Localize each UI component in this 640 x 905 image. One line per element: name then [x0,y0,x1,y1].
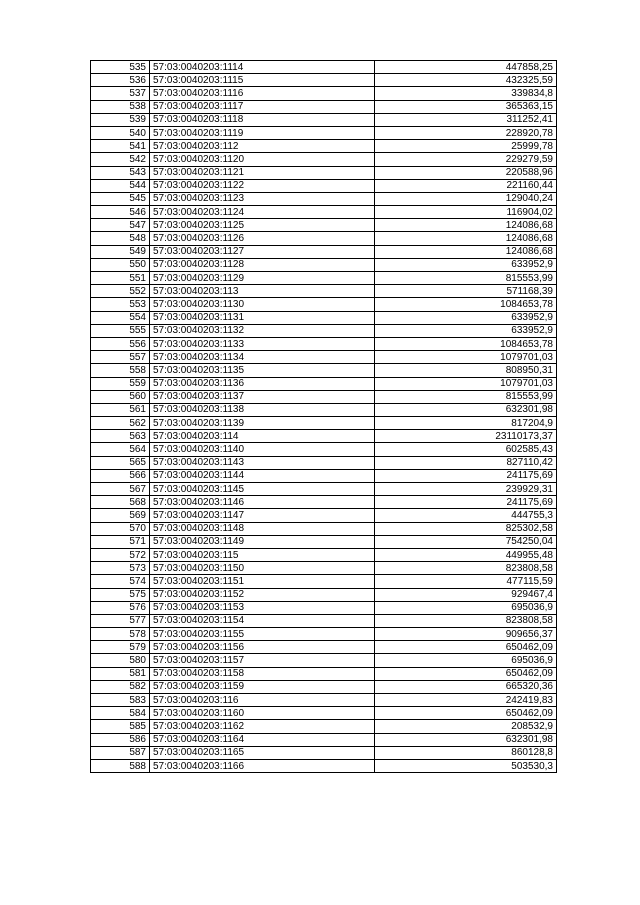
table-row [91,390,557,403]
row-number-cell: 572 [91,548,150,561]
table-row [91,535,557,548]
table-row [91,720,557,733]
cadastral-number-cell: 57:03:0040203:1134 [150,351,375,364]
cadastral-number-cell: 57:03:0040203:1131 [150,311,375,324]
table-row [91,694,557,707]
value-cell: 650462,09 [375,667,557,680]
value-cell: 228920,78 [375,126,557,139]
cadastral-number-cell: 57:03:0040203:113 [150,285,375,298]
cadastral-number-cell: 57:03:0040203:1140 [150,443,375,456]
row-number-cell: 568 [91,496,150,509]
table-row [91,417,557,430]
row-number-cell: 555 [91,324,150,337]
value-cell: 365363,15 [375,100,557,113]
value-cell: 432325,59 [375,74,557,87]
cadastral-number-cell: 57:03:0040203:1126 [150,232,375,245]
row-number-cell: 579 [91,641,150,654]
cadastral-number-cell: 57:03:0040203:1138 [150,403,375,416]
table-row [91,522,557,535]
row-number-cell: 569 [91,509,150,522]
table-row [91,377,557,390]
row-number-cell: 551 [91,272,150,285]
table-row [91,628,557,641]
table-row [91,206,557,219]
value-cell: 116904,02 [375,206,557,219]
cadastral-number-cell: 57:03:0040203:1117 [150,100,375,113]
table-row [91,324,557,337]
row-number-cell: 586 [91,733,150,746]
value-cell: 241175,69 [375,469,557,482]
cadastral-number-cell: 57:03:0040203:1116 [150,87,375,100]
cadastral-number-cell: 57:03:0040203:1128 [150,258,375,271]
value-cell: 124086,68 [375,232,557,245]
cadastral-number-cell: 57:03:0040203:1135 [150,364,375,377]
row-number-cell: 578 [91,628,150,641]
cadastral-number-cell: 57:03:0040203:1133 [150,337,375,350]
value-cell: 633952,9 [375,311,557,324]
table-body [91,61,557,773]
row-number-cell: 573 [91,562,150,575]
value-cell: 124086,68 [375,245,557,258]
row-number-cell: 535 [91,61,150,74]
table-row [91,153,557,166]
value-cell: 695036,9 [375,601,557,614]
row-number-cell: 584 [91,707,150,720]
cadastral-number-cell: 57:03:0040203:1150 [150,562,375,575]
value-cell: 25999,78 [375,140,557,153]
value-cell: 827110,42 [375,456,557,469]
value-cell: 1084653,78 [375,298,557,311]
table-row [91,100,557,113]
value-cell: 633952,9 [375,324,557,337]
cadastral-number-cell: 57:03:0040203:1129 [150,272,375,285]
cadastral-number-cell: 57:03:0040203:1139 [150,417,375,430]
table-row [91,654,557,667]
table-row [91,614,557,627]
table-row [91,588,557,601]
row-number-cell: 571 [91,535,150,548]
row-number-cell: 581 [91,667,150,680]
value-cell: 23110173,37 [375,430,557,443]
row-number-cell: 542 [91,153,150,166]
cadastral-number-cell: 57:03:0040203:1115 [150,74,375,87]
value-cell: 632301,98 [375,403,557,416]
value-cell: 444755,3 [375,509,557,522]
row-number-cell: 543 [91,166,150,179]
row-number-cell: 549 [91,245,150,258]
table-row [91,311,557,324]
cadastral-number-cell: 57:03:0040203:1118 [150,113,375,126]
cadastral-number-cell: 57:03:0040203:1158 [150,667,375,680]
table-row [91,351,557,364]
row-number-cell: 536 [91,74,150,87]
value-cell: 650462,09 [375,641,557,654]
table-row [91,364,557,377]
cadastral-number-cell: 57:03:0040203:1114 [150,61,375,74]
row-number-cell: 540 [91,126,150,139]
table-row [91,61,557,74]
value-cell: 129040,24 [375,192,557,205]
table-row [91,298,557,311]
table-row [91,746,557,759]
row-number-cell: 566 [91,469,150,482]
cadastral-number-cell: 57:03:0040203:1125 [150,219,375,232]
row-number-cell: 585 [91,720,150,733]
row-number-cell: 587 [91,746,150,759]
value-cell: 909656,37 [375,628,557,641]
row-number-cell: 539 [91,113,150,126]
value-cell: 929467,4 [375,588,557,601]
row-number-cell: 544 [91,179,150,192]
cadastral-number-cell: 57:03:0040203:1159 [150,680,375,693]
value-cell: 242419,83 [375,694,557,707]
table-row [91,562,557,575]
cadastral-number-cell: 57:03:0040203:1121 [150,166,375,179]
cadastral-number-cell: 57:03:0040203:1123 [150,192,375,205]
table-row [91,430,557,443]
cadastral-number-cell: 57:03:0040203:1156 [150,641,375,654]
table-row [91,245,557,258]
row-number-cell: 560 [91,390,150,403]
row-number-cell: 556 [91,337,150,350]
row-number-cell: 582 [91,680,150,693]
cadastral-number-cell: 57:03:0040203:1136 [150,377,375,390]
value-cell: 221160,44 [375,179,557,192]
value-cell: 860128,8 [375,746,557,759]
row-number-cell: 541 [91,140,150,153]
row-number-cell: 548 [91,232,150,245]
row-number-cell: 547 [91,219,150,232]
value-cell: 633952,9 [375,258,557,271]
cadastral-number-cell: 57:03:0040203:114 [150,430,375,443]
value-cell: 823808,58 [375,614,557,627]
cadastral-number-cell: 57:03:0040203:1143 [150,456,375,469]
row-number-cell: 553 [91,298,150,311]
table-row [91,759,557,772]
table-row [91,179,557,192]
row-number-cell: 577 [91,614,150,627]
value-cell: 665320,36 [375,680,557,693]
value-cell: 1079701,03 [375,351,557,364]
value-cell: 808950,31 [375,364,557,377]
table-row [91,680,557,693]
table-row [91,140,557,153]
value-cell: 239929,31 [375,483,557,496]
table-row [91,166,557,179]
cadastral-number-cell: 57:03:0040203:1151 [150,575,375,588]
value-cell: 695036,9 [375,654,557,667]
cadastral-number-cell: 57:03:0040203:1137 [150,390,375,403]
row-number-cell: 559 [91,377,150,390]
row-number-cell: 567 [91,483,150,496]
row-number-cell: 565 [91,456,150,469]
value-cell: 241175,69 [375,496,557,509]
value-cell: 650462,09 [375,707,557,720]
table-row [91,192,557,205]
table-row [91,575,557,588]
cadastral-number-cell: 57:03:0040203:112 [150,140,375,153]
value-cell: 124086,68 [375,219,557,232]
cadastral-number-cell: 57:03:0040203:1154 [150,614,375,627]
value-cell: 449955,48 [375,548,557,561]
value-cell: 817204,9 [375,417,557,430]
table-row [91,509,557,522]
value-cell: 632301,98 [375,733,557,746]
row-number-cell: 537 [91,87,150,100]
value-cell: 825302,58 [375,522,557,535]
table-row [91,272,557,285]
cadastral-number-cell: 57:03:0040203:1119 [150,126,375,139]
cadastral-number-cell: 57:03:0040203:1149 [150,535,375,548]
cadastral-number-cell: 57:03:0040203:1152 [150,588,375,601]
cadastral-value-table [90,60,557,773]
row-number-cell: 552 [91,285,150,298]
table-row [91,469,557,482]
table-row [91,443,557,456]
cadastral-number-cell: 57:03:0040203:1127 [150,245,375,258]
cadastral-number-cell: 57:03:0040203:1146 [150,496,375,509]
value-cell: 571168,39 [375,285,557,298]
row-number-cell: 574 [91,575,150,588]
cadastral-number-cell: 57:03:0040203:1166 [150,759,375,772]
row-number-cell: 538 [91,100,150,113]
cadastral-number-cell: 57:03:0040203:1122 [150,179,375,192]
row-number-cell: 564 [91,443,150,456]
cadastral-number-cell: 57:03:0040203:1153 [150,601,375,614]
row-number-cell: 545 [91,192,150,205]
row-number-cell: 558 [91,364,150,377]
cadastral-number-cell: 57:03:0040203:115 [150,548,375,561]
table-row [91,337,557,350]
value-cell: 503530,3 [375,759,557,772]
value-cell: 754250,04 [375,535,557,548]
value-cell: 477115,59 [375,575,557,588]
cadastral-number-cell: 57:03:0040203:1160 [150,707,375,720]
table-row [91,113,557,126]
table-row [91,87,557,100]
cadastral-number-cell: 57:03:0040203:1155 [150,628,375,641]
cadastral-number-cell: 57:03:0040203:116 [150,694,375,707]
table-row [91,496,557,509]
value-cell: 602585,43 [375,443,557,456]
table-row [91,232,557,245]
cadastral-number-cell: 57:03:0040203:1147 [150,509,375,522]
value-cell: 815553,99 [375,272,557,285]
row-number-cell: 557 [91,351,150,364]
value-cell: 1079701,03 [375,377,557,390]
row-number-cell: 550 [91,258,150,271]
table-row [91,126,557,139]
row-number-cell: 546 [91,206,150,219]
cadastral-number-cell: 57:03:0040203:1120 [150,153,375,166]
row-number-cell: 580 [91,654,150,667]
table-row [91,285,557,298]
cadastral-number-cell: 57:03:0040203:1162 [150,720,375,733]
table-row [91,456,557,469]
row-number-cell: 562 [91,417,150,430]
row-number-cell: 576 [91,601,150,614]
value-cell: 815553,99 [375,390,557,403]
cadastral-number-cell: 57:03:0040203:1130 [150,298,375,311]
table-row [91,74,557,87]
cadastral-number-cell: 57:03:0040203:1144 [150,469,375,482]
table-row [91,601,557,614]
row-number-cell: 583 [91,694,150,707]
value-cell: 823808,58 [375,562,557,575]
cadastral-number-cell: 57:03:0040203:1145 [150,483,375,496]
row-number-cell: 570 [91,522,150,535]
cadastral-number-cell: 57:03:0040203:1164 [150,733,375,746]
value-cell: 339834,8 [375,87,557,100]
row-number-cell: 575 [91,588,150,601]
value-cell: 1084653,78 [375,337,557,350]
table-row [91,483,557,496]
table-row [91,733,557,746]
value-cell: 220588,96 [375,166,557,179]
table-row [91,548,557,561]
table-row [91,403,557,416]
value-cell: 208532,9 [375,720,557,733]
table-row [91,707,557,720]
table-row [91,219,557,232]
value-cell: 447858,25 [375,61,557,74]
cadastral-number-cell: 57:03:0040203:1165 [150,746,375,759]
table-row [91,667,557,680]
row-number-cell: 563 [91,430,150,443]
value-cell: 311252,41 [375,113,557,126]
cadastral-number-cell: 57:03:0040203:1148 [150,522,375,535]
cadastral-number-cell: 57:03:0040203:1157 [150,654,375,667]
cadastral-number-cell: 57:03:0040203:1132 [150,324,375,337]
table-row [91,641,557,654]
row-number-cell: 554 [91,311,150,324]
row-number-cell: 588 [91,759,150,772]
cadastral-number-cell: 57:03:0040203:1124 [150,206,375,219]
row-number-cell: 561 [91,403,150,416]
table-row [91,258,557,271]
value-cell: 229279,59 [375,153,557,166]
